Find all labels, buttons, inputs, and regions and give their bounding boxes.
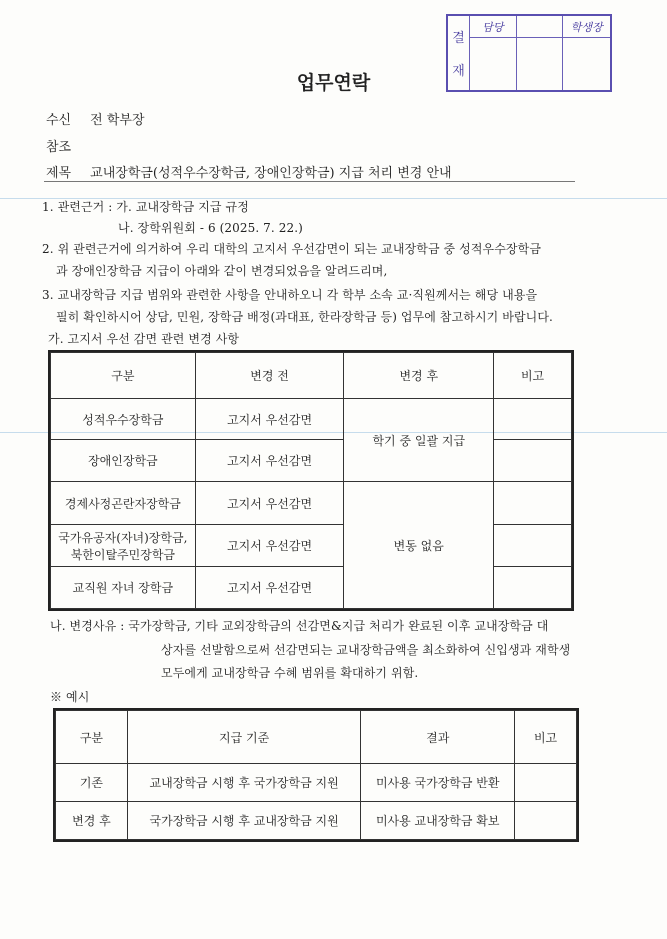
approval-col-header: 담당 bbox=[470, 16, 517, 38]
table-row bbox=[51, 399, 572, 440]
category-cell: 성적우수장학금 bbox=[51, 399, 196, 440]
table-header-cell: 비고 bbox=[515, 711, 577, 764]
table-row bbox=[51, 567, 572, 609]
category-cell: 교직원 자녀 장학금 bbox=[51, 567, 196, 609]
example-table bbox=[55, 710, 577, 840]
table-row bbox=[51, 440, 572, 482]
reason-line: 모두에게 교내장학금 수혜 범위를 확대하기 위함. bbox=[161, 666, 419, 680]
category-cell: 변경 후 bbox=[56, 802, 128, 840]
table-header-cell: 결과 bbox=[361, 711, 515, 764]
approval-label-char: 결 bbox=[452, 31, 465, 46]
body-line: 나. 장학위원회 - 6 (2025. 7. 22.) bbox=[118, 221, 303, 235]
section-heading: 가. 고지서 우선 감면 관련 변경 사항 bbox=[48, 332, 240, 346]
reason-line: 상자를 선발함으로써 선감면되는 교내장학금액을 최소화하여 신입생과 재학생 bbox=[161, 643, 571, 657]
page-title: 업무연락 bbox=[296, 72, 371, 94]
table-header-cell: 비고 bbox=[494, 353, 572, 399]
table-header-cell: 구분 bbox=[56, 711, 128, 764]
note-cell bbox=[515, 764, 577, 802]
result-cell: 미사용 국가장학금 반환 bbox=[361, 764, 515, 802]
header-divider bbox=[44, 181, 575, 182]
body-line: 필히 확인하시어 상담, 민원, 장학금 배정(과대표, 한라장학금 등) 업무에 참고하시기 바랍니다. bbox=[56, 310, 553, 324]
table-row bbox=[56, 764, 577, 802]
table-header-cell: 지급 기준 bbox=[127, 711, 361, 764]
approval-col-header: 학생장 bbox=[563, 16, 610, 38]
cc-row bbox=[46, 136, 86, 155]
note-cell bbox=[494, 399, 572, 440]
before-cell: 고지서 우선감면 bbox=[195, 482, 344, 525]
body-line: 2. 위 관련근거에 의거하여 우리 대학의 고지서 우선감면이 되는 교내장학금 중 성적우수장학금 bbox=[42, 242, 542, 256]
reason-line: 나. 변경사유 : 국가장학금, 기타 교외장학금의 선감면&지급 처리가 완료된 이후 교내장학금 대 bbox=[50, 619, 549, 633]
cc-key: 참조 bbox=[46, 140, 72, 155]
note-cell bbox=[494, 440, 572, 482]
category-cell: 경제사정곤란자장학금 bbox=[51, 482, 196, 525]
table-row bbox=[51, 482, 572, 525]
subject-value: 교내장학금(성적우수장학금, 장애인장학금) 지급 처리 변경 안내 bbox=[90, 166, 452, 181]
after-cell: 학기 중 일괄 지급 bbox=[344, 399, 494, 482]
table-header-cell: 변경 전 bbox=[195, 353, 344, 399]
table-header-row bbox=[51, 353, 572, 399]
before-cell: 고지서 우선감면 bbox=[195, 525, 344, 567]
approval-label-char: 재 bbox=[452, 64, 465, 79]
before-cell: 고지서 우선감면 bbox=[195, 440, 344, 482]
category-cell: 기존 bbox=[56, 764, 128, 802]
before-cell: 고지서 우선감면 bbox=[195, 567, 344, 609]
after-cell: 변동 없음 bbox=[344, 482, 494, 609]
note-cell bbox=[515, 802, 577, 840]
before-cell: 고지서 우선감면 bbox=[195, 399, 344, 440]
result-cell: 미사용 교내장학금 확보 bbox=[361, 802, 515, 840]
subject-row bbox=[46, 162, 452, 181]
approval-col-header bbox=[517, 16, 564, 38]
category-line: 국가유공자(자녀)장학금, bbox=[58, 530, 188, 545]
body-line: 과 장애인장학금 지급이 아래와 같이 변경되었음을 알려드리며, bbox=[56, 264, 388, 278]
note-cell bbox=[494, 567, 572, 609]
category-line: 북한이탈주민장학금 bbox=[70, 547, 176, 562]
criteria-cell: 국가장학금 시행 후 교내장학금 지원 bbox=[127, 802, 361, 840]
table-row bbox=[56, 802, 577, 840]
recipient-key: 수신 bbox=[46, 113, 72, 128]
body-line: 3. 교내장학금 지급 범위와 관련한 사항을 안내하오니 각 학부 소속 교·직원께서는 해당 내용을 bbox=[42, 288, 538, 302]
note-cell bbox=[494, 482, 572, 525]
table-header-cell: 구분 bbox=[51, 353, 196, 399]
example-label: ※ 예시 bbox=[50, 690, 90, 704]
recipient-row bbox=[46, 109, 145, 128]
table-header-row bbox=[56, 711, 577, 764]
recipient-value: 전 학부장 bbox=[90, 113, 145, 128]
note-cell bbox=[494, 525, 572, 567]
category-cell bbox=[51, 525, 196, 567]
body-line: 1. 관련근거 : 가. 교내장학금 지급 규정 bbox=[42, 200, 249, 214]
change-table bbox=[50, 352, 572, 609]
criteria-cell: 교내장학금 시행 후 국가장학금 지원 bbox=[127, 764, 361, 802]
table-row bbox=[51, 525, 572, 567]
category-cell: 장애인장학금 bbox=[51, 440, 196, 482]
table-header-cell: 변경 후 bbox=[344, 353, 494, 399]
subject-key: 제목 bbox=[46, 166, 72, 181]
